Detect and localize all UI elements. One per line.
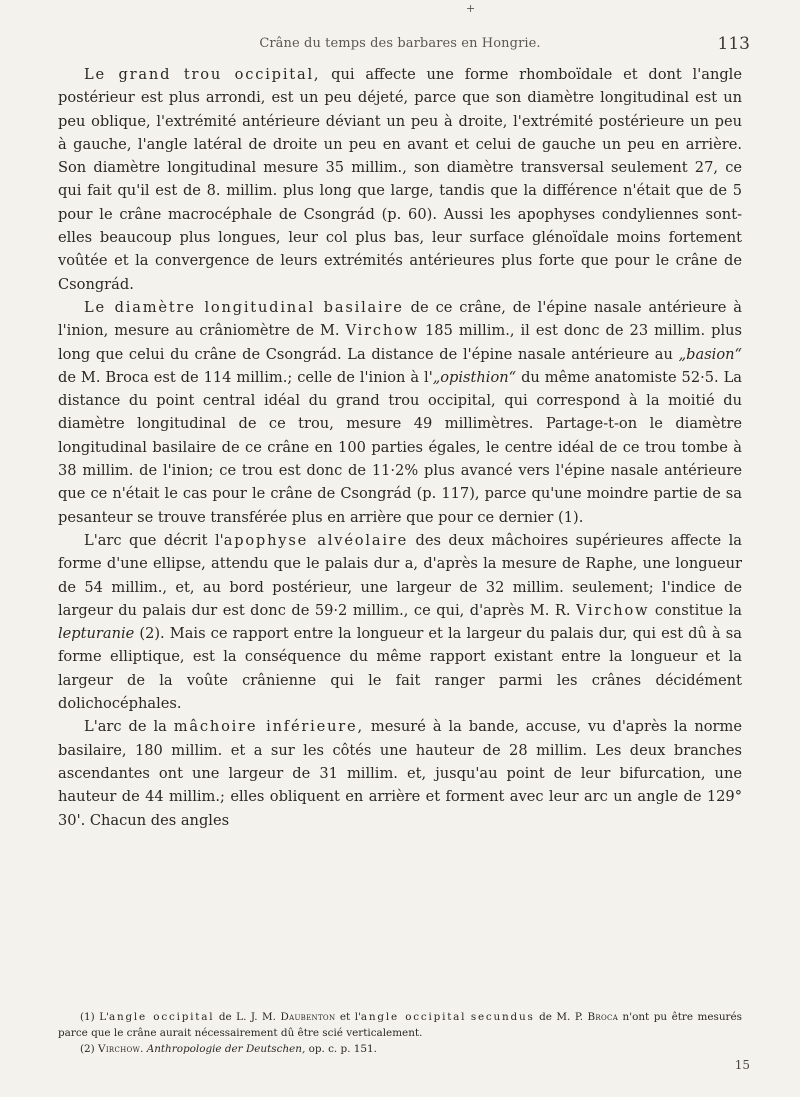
- body-text: [58, 63, 742, 832]
- page-header: [0, 34, 800, 54]
- footnote-1: (1) L'angle occipital de L. J. M. Daubenton et l'angle occipital secundus de M. P. Broca n'ont pu être mesurés parce que le crâne aurait nécessairement dû être scié verticalement.: [58, 1011, 742, 1039]
- paragraph-foramen: Le grand trou occipital, qui affecte une forme rhomboïdale et dont l'angle postérieur est plus arrondi, est un peu déjeté, parce que son diamètre longitudinal est un peu oblique, l'extrémité antérieure déviant un peu à droite, l'extrémité postérieure un peu à gauche, l'angle latéral de droite un peu en avant et celui de gauche un peu en arrière. Son diamètre longitudinal mesure 35 millim., son diamètre transversal seulement 27, ce qui fait qu'il est de 8. millim. plus long que large, tandis que la différence n'était que de 5 pour le crâne macrocéphale de Csongrád (p. 60). Aussi les apophyses condyliennes sont-elles beaucoup plus longues, leur col plus bas, leur surface glénoïdale moins fortement voûtée et la convergence de leurs extrémités antérieures plus forte que pour le crâne de Csongrád.: [58, 66, 742, 293]
- section-lead: mâchoire inférieure,: [173, 718, 364, 736]
- section-lead: Le grand trou occipital,: [84, 66, 321, 83]
- section-lead: Le diamètre longitudinal basilaire: [84, 298, 404, 316]
- author-name: Virchow: [345, 322, 419, 340]
- top-mark: +: [466, 2, 476, 15]
- page-number: 113: [717, 34, 750, 54]
- footnote-2: (2) Virchow. Anthropologie der Deutschen, op. c. p. 151.: [80, 1043, 377, 1055]
- author-name: Virchow: [575, 601, 650, 619]
- paragraph-basilar-diameter: Le diamètre longitudinal basilaire de ce crâne, de l'épine nasale antérieure à l'inion, mesure au crâniomètre de M. Virchow 185 millim., il est donc de 23 millim. plus long que celui du crâne de Csongrád. La distance de l'épine nasale antérieure au „basion“ de M. Broca est de 114 millim.; celle de l'inion à l'„opisthion“ du même anatomiste 52·5. La distance du point central idéal du grand trou occipital, qui correspond à la moitié du diamètre longitudinal de ce trou, mesure 49 millimètres. Partage-t-on le diamètre longitudinal basilaire de ce crâne en 100 parties égales, le centre idéal de ce trou tombe à 38 millim. de l'inion; ce trou est donc de 11·2% plus avancé vers l'épine nasale antérieure que ce n'était le cas pour le crâne de Csongrád (p. 117), parce qu'une moindre partie de sa pesanteur se trouve transférée plus en arrière que pour ce dernier (1).: [58, 298, 743, 526]
- section-lead: apophyse alvéolaire: [223, 531, 409, 549]
- paragraph-alveolar-process: L'arc que décrit l'apophyse alvéolaire des deux mâchoires supérieures affecte la forme d'une ellipse, attendu que le palais dur a, d'après la mesure de Raphe, une longueur de 54 millim., et, au bord postérieur, une largeur de 32 millim. seulement; l'indice de largeur du palais dur est donc de 59·2 millim., ce qui, d'après M. R. Virchow constitue la lepturanie (2). Mais ce rapport entre la longueur et la largeur du palais dur, qui est dû à sa forme elliptique, est la conséquence du même rapport existant entre la longueur et la largeur de la voûte crânienne qui le fait ranger parmi les crânes décidément dolichocéphales.: [58, 531, 743, 713]
- paragraph-lower-jaw: L'arc de la mâchoire inférieure, mesuré à la bande, accuse, vu d'après la norme basilaire, 180 millim. et a sur les côtés une hauteur de 28 millim. Les deux branches ascendantes ont une largeur de 31 millim. et, jusqu'au point de leur bifurcation, une hauteur de 44 millim.; elles obliquent en arrière et forment avec leur arc un angle de 129° 30'. Chacun des angles: [58, 718, 742, 829]
- footnotes: [58, 1009, 742, 1057]
- running-head: Crâne du temps des barbares en Hongrie.: [259, 36, 541, 51]
- signature-mark: 15: [734, 1058, 750, 1072]
